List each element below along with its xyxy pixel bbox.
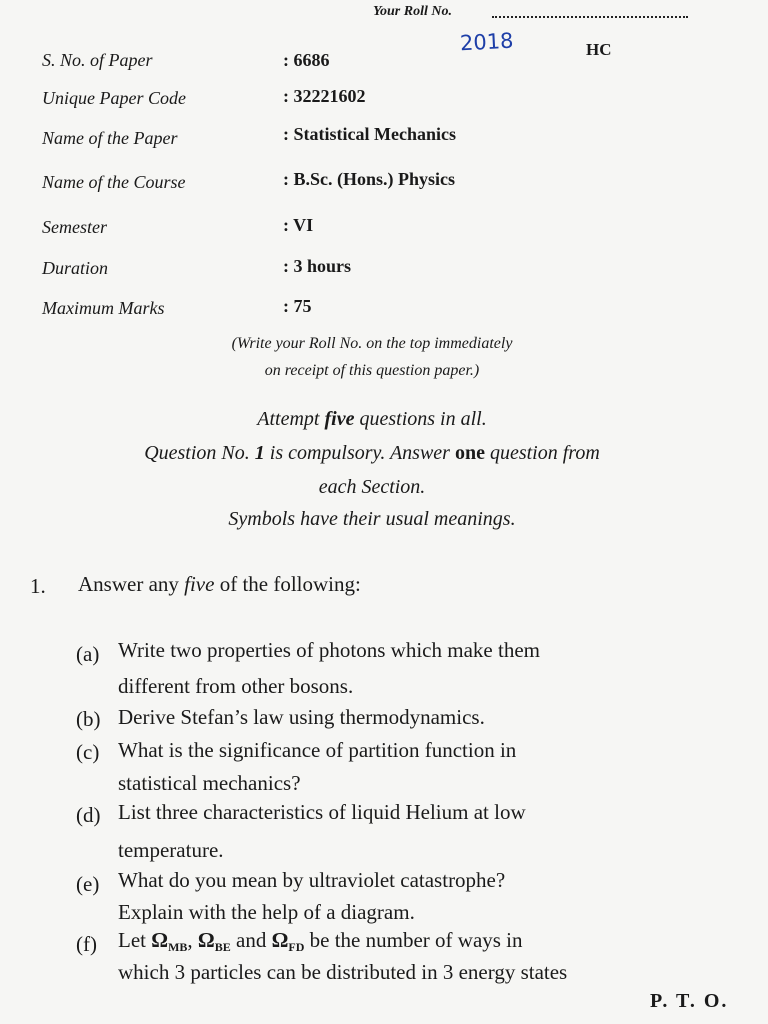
option-c-line-2: statistical mechanics? bbox=[118, 771, 301, 795]
instruction-line-3: each Section. bbox=[318, 476, 426, 498]
instruction-line-2: Question No. 1 is compulsory. Answer one question from bbox=[144, 442, 600, 464]
option-b-letter: (b) bbox=[76, 707, 101, 731]
option-a-letter: (a) bbox=[76, 642, 100, 666]
option-f-line-1: Let $\Omega_{MB}$, $\Omega_{BE}$ and $\Omega_{FD}$ be the number of ways in bbox=[118, 928, 523, 954]
page-turn-indicator: P. T. O. bbox=[650, 990, 729, 1012]
roll-number-label: Your Roll No. bbox=[373, 4, 452, 19]
info-value-paper-name: : Statistical Mechanics bbox=[283, 124, 456, 144]
option-a-line-1: Write two properties of photons which make them bbox=[118, 638, 540, 662]
option-c-line-1: What is the significance of partition function in bbox=[118, 738, 517, 762]
info-value-max-marks: : 75 bbox=[283, 296, 312, 316]
info-label-serial: S. No. of Paper bbox=[42, 50, 153, 70]
info-label-duration: Duration bbox=[42, 258, 109, 278]
info-label-semester: Semester bbox=[42, 217, 107, 237]
info-value-duration: : 3 hours bbox=[283, 256, 352, 276]
info-label-max-marks: Maximum Marks bbox=[42, 298, 165, 318]
option-d-line-1: List three characteristics of liquid Helium at low bbox=[118, 800, 526, 824]
option-e-letter: (e) bbox=[76, 872, 100, 896]
option-e-line-2: Explain with the help of a diagram. bbox=[118, 900, 415, 924]
info-label-paper-code: Unique Paper Code bbox=[42, 88, 186, 108]
option-a-line-2: different from other bosons. bbox=[118, 674, 354, 698]
roll-number-dotted-line bbox=[492, 6, 688, 18]
option-f-line-2: which 3 particles can be distributed in 3 energy states bbox=[118, 960, 568, 984]
info-value-paper-code: : 32221602 bbox=[283, 86, 366, 106]
roll-note-line-1: (Write your Roll No. on the top immediately bbox=[231, 335, 513, 352]
instruction-line-1: Attempt five questions in all. bbox=[257, 408, 487, 430]
info-value-semester: : VI bbox=[283, 215, 314, 235]
option-b-line-1: Derive Stefan’s law using thermodynamics. bbox=[118, 705, 485, 729]
option-c-letter: (c) bbox=[76, 740, 100, 764]
option-f-letter: (f) bbox=[76, 932, 97, 956]
question-number: 1. bbox=[30, 574, 46, 598]
handwritten-year: 2018 bbox=[459, 28, 515, 56]
info-value-serial: : 6686 bbox=[283, 50, 330, 70]
option-e-line-1: What do you mean by ultraviolet catastrophe? bbox=[118, 868, 506, 892]
paper-mark: HC bbox=[586, 40, 612, 59]
question-text: Answer any five of the following: bbox=[78, 572, 361, 596]
info-value-course: : B.Sc. (Hons.) Physics bbox=[283, 169, 456, 189]
info-label-course: Name of the Course bbox=[42, 172, 186, 192]
option-d-letter: (d) bbox=[76, 803, 101, 827]
instruction-line-4: Symbols have their usual meanings. bbox=[228, 508, 516, 530]
option-d-line-2: temperature. bbox=[118, 838, 224, 862]
roll-note-line-2: on receipt of this question paper.) bbox=[264, 362, 480, 379]
info-label-paper-name: Name of the Paper bbox=[42, 128, 178, 148]
